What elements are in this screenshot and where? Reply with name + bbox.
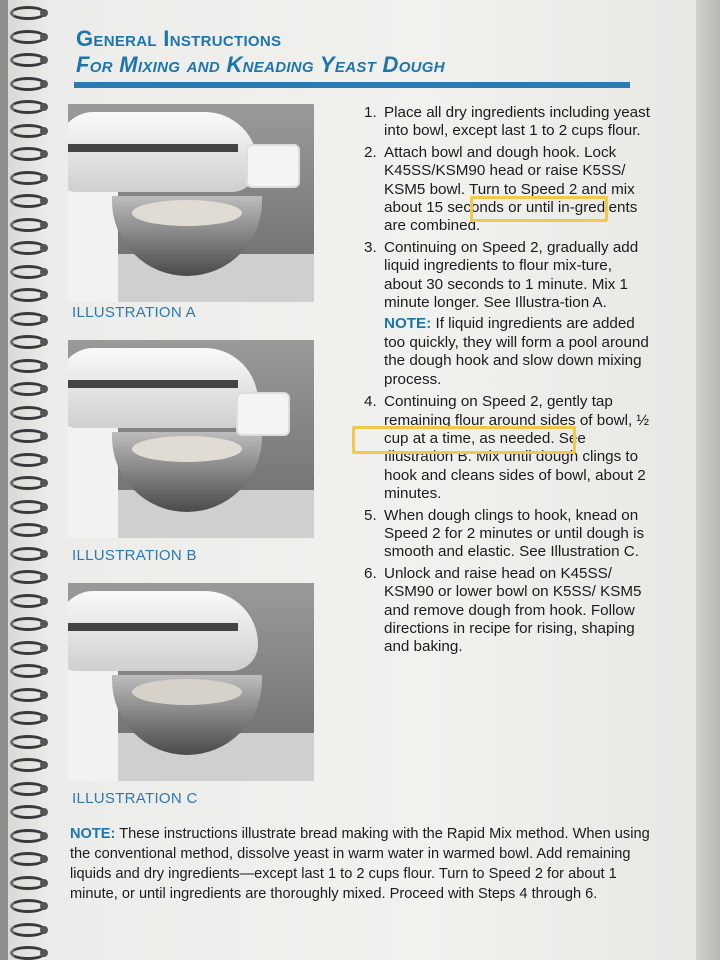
inline-note bbox=[364, 315, 654, 389]
binding-hole bbox=[40, 409, 48, 417]
note-text: If liquid ingredients are added too quickly, they will form a pool around the dough hook and slow down mixing process. bbox=[384, 315, 649, 388]
back-page-edge bbox=[696, 0, 720, 960]
step-text: Continuing on Speed 2, gently tap remaining flour around sides of bowl, ½ cup at a time, as needed. See Illustration B. Mix until dough clings to hook and cleans sides of bowl, about 2 minutes. bbox=[384, 393, 650, 503]
bottom-note-text: These instructions illustrate bread making with the Rapid Mix method. When using the conventional method, dissolve yeast in warm water in warmed bowl. Add remaining liquids and dry ingredients—except last 1 to 2 cups flour. Turn to Speed 2 for about 1 minute, or until ingredients are thoroughly mixed. Proceed with Steps 4 through 6. bbox=[70, 826, 650, 902]
binding-hole bbox=[40, 573, 48, 581]
binding-hole bbox=[40, 902, 48, 910]
binding-hole bbox=[40, 785, 48, 793]
binding-hole bbox=[40, 174, 48, 182]
instruction-steps bbox=[364, 104, 654, 660]
step-text: When dough clings to hook, knead on Speed 2 for 2 minutes or until dough is smooth and elastic. See Illustration C. bbox=[384, 506, 645, 561]
step-number: 6. bbox=[364, 564, 377, 582]
step-text: Continuing on Speed 2, gradually add liquid ingredients to flour mix-ture, about 30 seconds to 1 minute. Mix 1 minute longer. See Illustra-tion A. bbox=[384, 238, 639, 312]
step-text: Place all dry ingredients including yeast into bowl, except last 1 to 2 cups flour. bbox=[384, 104, 650, 140]
binding-hole bbox=[40, 150, 48, 158]
binding-hole bbox=[40, 80, 48, 88]
illustration-a-label: ILLUSTRATION A bbox=[72, 304, 196, 321]
binding-hole bbox=[40, 597, 48, 605]
binding-hole bbox=[40, 103, 48, 111]
step-6 bbox=[364, 565, 654, 657]
binding-hole bbox=[40, 691, 48, 699]
step-5 bbox=[364, 507, 654, 562]
binding-hole bbox=[40, 456, 48, 464]
step-1 bbox=[364, 104, 654, 141]
binding-hole bbox=[40, 9, 48, 17]
note-label: NOTE: bbox=[384, 315, 432, 333]
binding-hole bbox=[40, 338, 48, 346]
spiral-binding bbox=[0, 0, 60, 960]
binding-hole bbox=[40, 244, 48, 252]
step-2 bbox=[364, 144, 654, 236]
binding-hole bbox=[40, 667, 48, 675]
illustration-b-label: ILLUSTRATION B bbox=[72, 547, 197, 564]
binding-hole bbox=[40, 479, 48, 487]
highlight-box-speed-2 bbox=[470, 196, 608, 222]
binding-hole bbox=[40, 808, 48, 816]
heading-rule bbox=[74, 82, 630, 88]
binding-hole bbox=[40, 268, 48, 276]
step-number: 2. bbox=[364, 143, 377, 161]
bottom-note-label: NOTE: bbox=[70, 826, 116, 842]
step-number: 5. bbox=[364, 506, 377, 524]
binding-hole bbox=[40, 526, 48, 534]
binding-hole bbox=[40, 362, 48, 370]
binding-hole bbox=[40, 385, 48, 393]
binding-hole bbox=[40, 56, 48, 64]
binding-hole bbox=[40, 738, 48, 746]
binding-hole bbox=[40, 832, 48, 840]
binding-hole bbox=[40, 432, 48, 440]
binding-hole bbox=[40, 855, 48, 863]
step-number: 3. bbox=[364, 238, 377, 256]
title-line-2: For Mixing and Kneading Yeast Dough bbox=[76, 52, 445, 77]
illustration-c-photo bbox=[68, 583, 314, 781]
bottom-note bbox=[70, 824, 660, 904]
illustration-c-label: ILLUSTRATION C bbox=[72, 790, 198, 807]
binding-hole bbox=[40, 550, 48, 558]
binding-hole bbox=[40, 33, 48, 41]
binding-hole bbox=[40, 879, 48, 887]
highlight-box-step-4 bbox=[352, 426, 576, 454]
binding-hole bbox=[40, 315, 48, 323]
binding-hole bbox=[40, 761, 48, 769]
step-3 bbox=[364, 239, 654, 313]
illustration-b-photo bbox=[68, 340, 314, 538]
binding-hole bbox=[40, 503, 48, 511]
illustration-a-photo bbox=[68, 104, 314, 302]
binding-hole bbox=[40, 926, 48, 934]
step-text: Unlock and raise head on K45SS/ KSM90 or lower bowl on K5SS/ KSM5 and remove dough from hook. Follow directions in recipe for rising, shaping and baking. bbox=[384, 564, 642, 656]
page-heading bbox=[76, 26, 445, 78]
title-line-1: General Instructions bbox=[76, 26, 282, 51]
step-number: 1. bbox=[364, 104, 377, 121]
step-text: Attach bowl and dough hook. Lock K45SS/KSM90 head or raise K5SS/ KSM5 bowl. Turn to Speed 2 and mix about 15 seconds or until in-gredients are combined. bbox=[384, 143, 638, 235]
binding-hole bbox=[40, 291, 48, 299]
binding-hole bbox=[40, 221, 48, 229]
step-number: 4. bbox=[364, 393, 377, 411]
binding-hole bbox=[40, 714, 48, 722]
binding-hole bbox=[40, 620, 48, 628]
binding-hole bbox=[40, 644, 48, 652]
binding-hole bbox=[40, 127, 48, 135]
binding-hole bbox=[40, 197, 48, 205]
binding-hole bbox=[40, 949, 48, 957]
